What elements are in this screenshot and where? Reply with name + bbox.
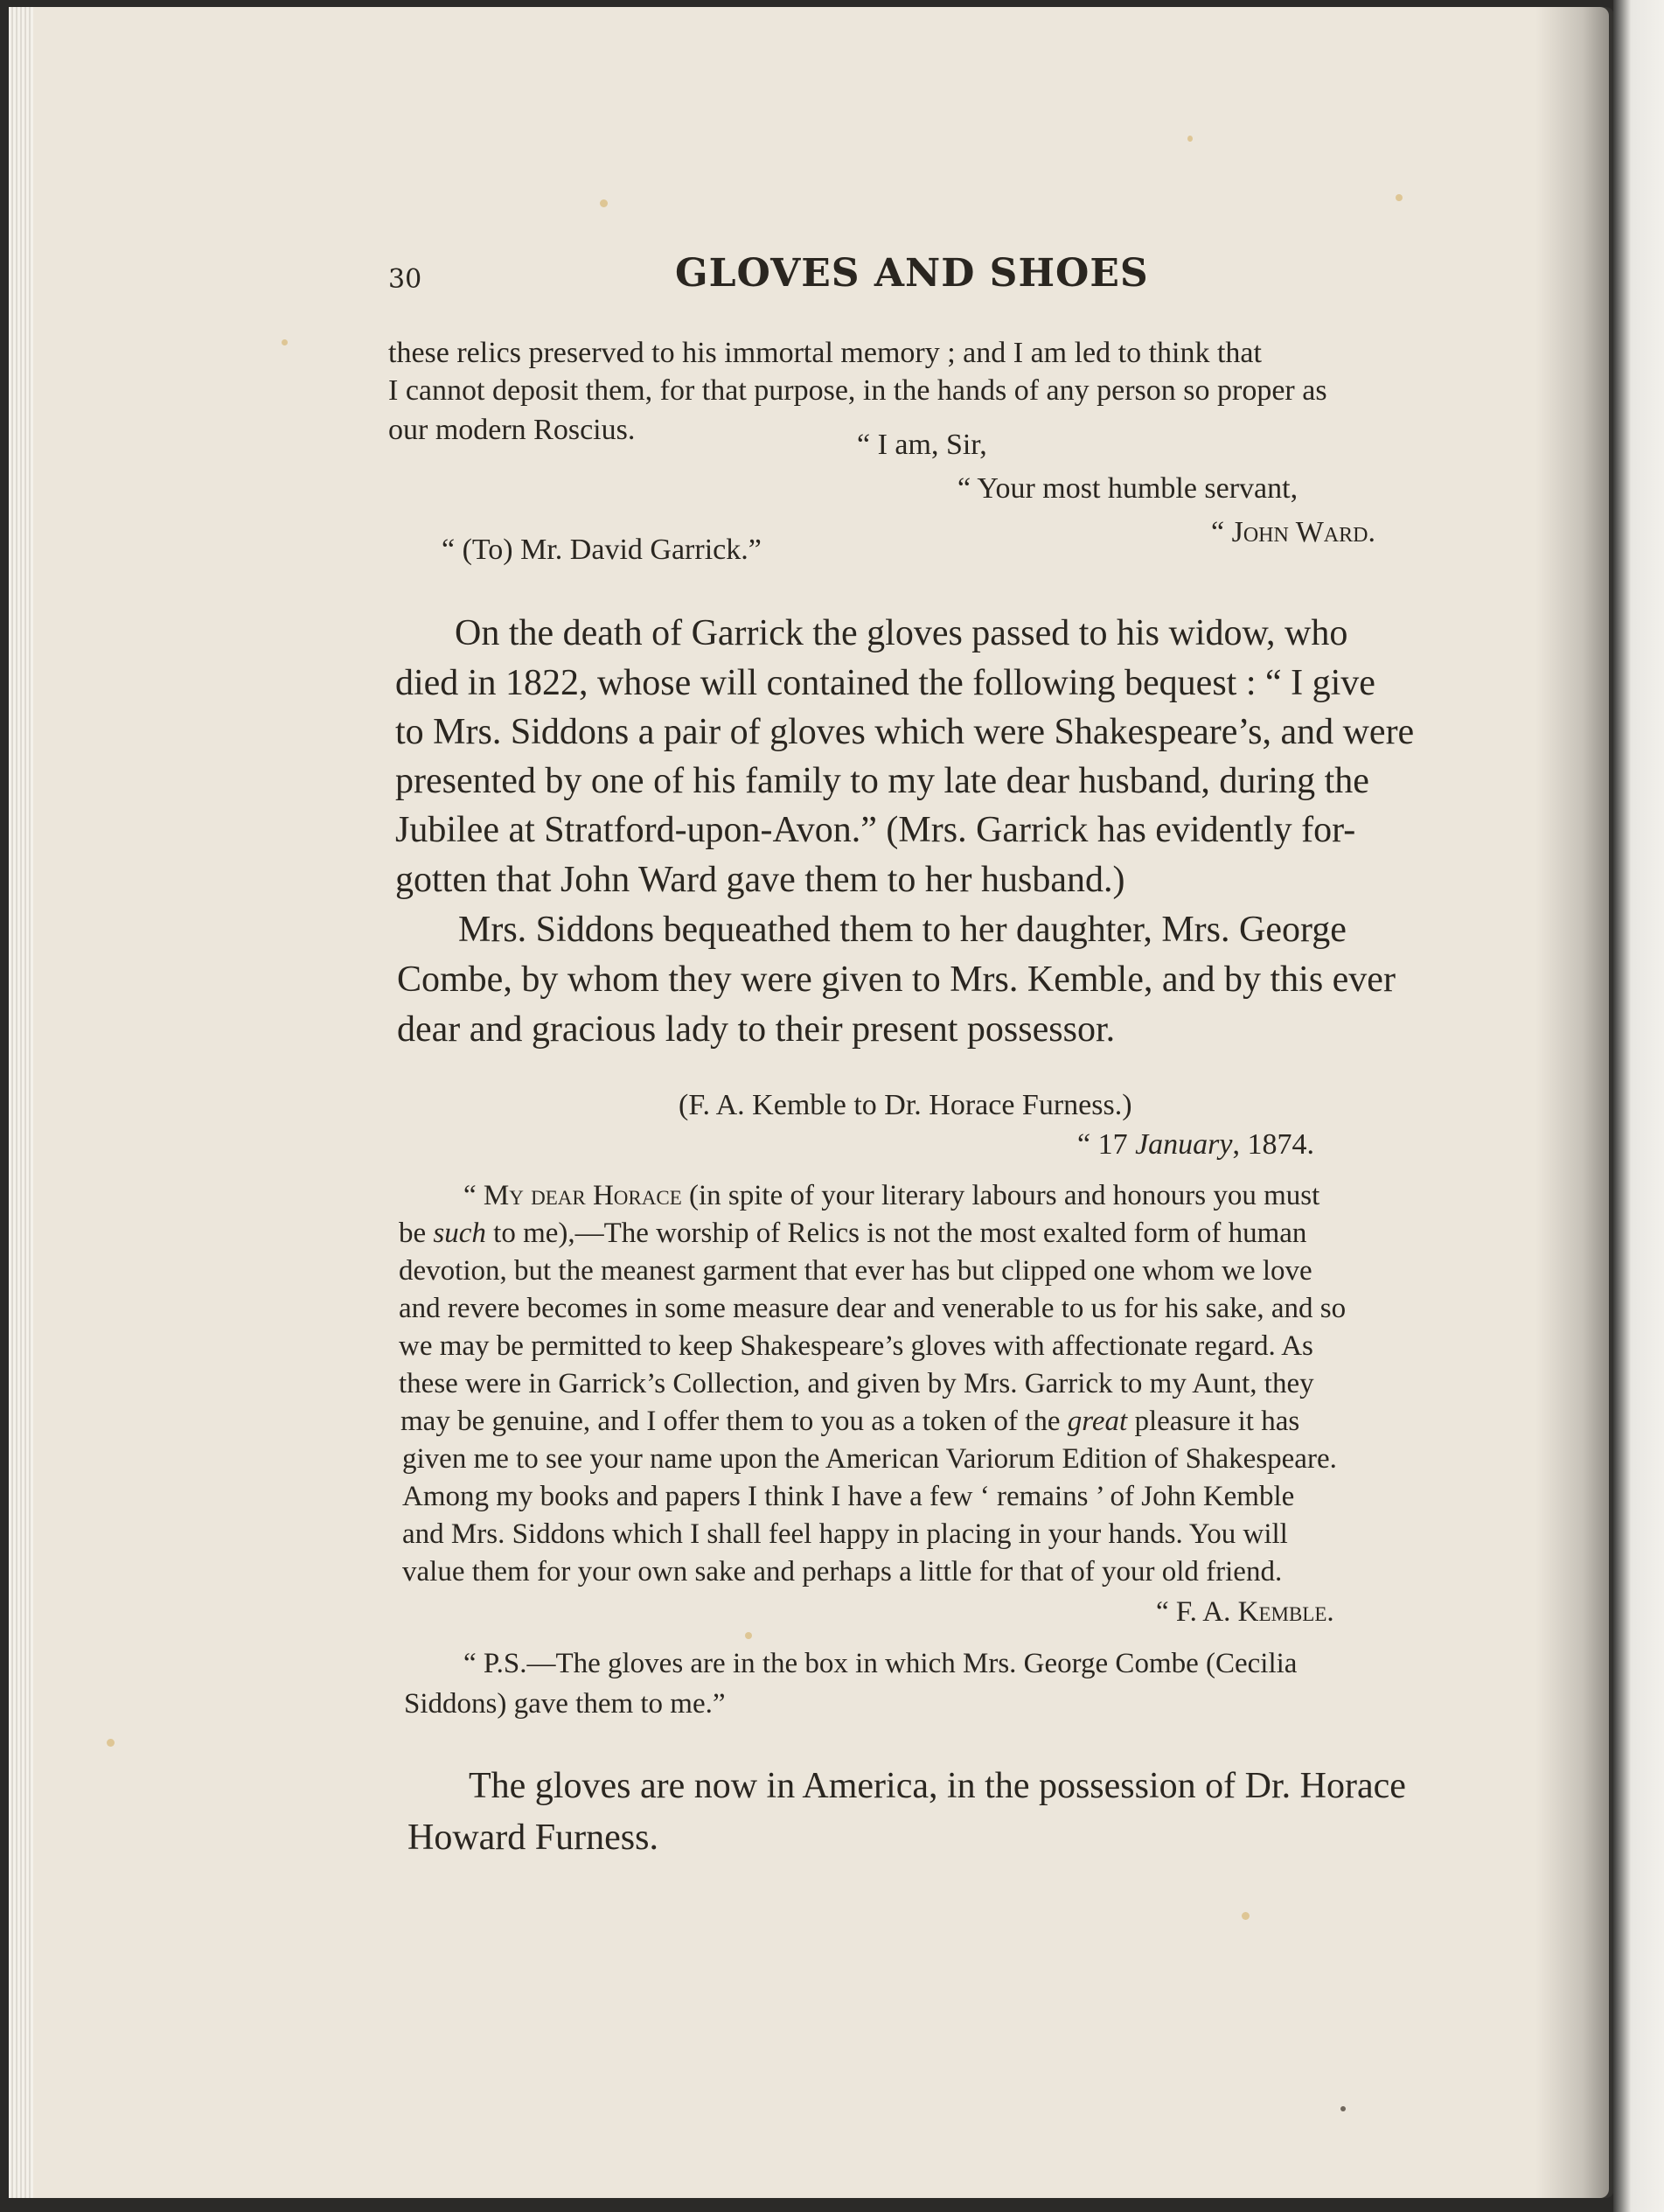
paper-fleck bbox=[1242, 1912, 1250, 1920]
letter-line bbox=[399, 1218, 1306, 1250]
body-line: Howard Furness. bbox=[407, 1818, 658, 1858]
letter-line: our modern Roscius. bbox=[388, 414, 636, 446]
letter-line: and revere becomes in some measure dear and venerable to us for his sake, and so bbox=[399, 1293, 1347, 1324]
letter-text: may be genuine, and I offer them to you as a token of the bbox=[400, 1406, 1068, 1437]
body-line: Mrs. Siddons bequeathed them to her daughter, Mrs. George bbox=[458, 910, 1347, 950]
body-line: Combe, by whom they were given to Mrs. Kemble, and by this ever bbox=[397, 959, 1396, 1000]
letter-line: these relics preserved to his immortal memory ; and I am led to think that bbox=[388, 337, 1262, 369]
running-title: GLOVES AND SHOES bbox=[675, 251, 1149, 296]
paper-fleck bbox=[745, 1632, 752, 1639]
page-stack-edges bbox=[9, 7, 33, 2198]
emphasis: such bbox=[433, 1218, 486, 1249]
letter-line bbox=[463, 1180, 1319, 1212]
body-line: On the death of Garrick the gloves passed to his widow, who bbox=[455, 613, 1348, 653]
letter-text: (in spite of your literary labours and honours you must bbox=[681, 1180, 1320, 1211]
date-suffix: , 1874. bbox=[1232, 1128, 1315, 1161]
date-month: January bbox=[1135, 1128, 1233, 1161]
adjacent-page-edge bbox=[1613, 0, 1664, 2212]
paper-fleck bbox=[282, 339, 288, 345]
letter-addressee: “ (To) Mr. David Garrick.” bbox=[442, 534, 762, 566]
page-gutter-shadow bbox=[1535, 7, 1614, 2198]
letter-line bbox=[400, 1406, 1299, 1438]
letter-closing: “ I am, Sir, bbox=[857, 429, 987, 461]
postscript-line: Siddons) gave them to me.” bbox=[404, 1688, 726, 1720]
letter-signature: “ John Ward. bbox=[1211, 516, 1375, 548]
letter-line: and Mrs. Siddons which I shall feel happy in placing in your hands. You will bbox=[402, 1518, 1288, 1550]
body-line: gotten that John Ward gave them to her husband.) bbox=[395, 860, 1125, 900]
paper-fleck bbox=[1187, 136, 1193, 142]
letter-text: be bbox=[399, 1218, 434, 1249]
body-line: The gloves are now in America, in the possession of Dr. Horace bbox=[469, 1766, 1406, 1806]
paper-fleck bbox=[1396, 194, 1403, 201]
salutation: “ My dear Horace bbox=[463, 1180, 682, 1211]
body-line: presented by one of his family to my late dear husband, during the bbox=[395, 761, 1369, 801]
letter-date bbox=[1077, 1128, 1314, 1162]
letter-line: Among my books and papers I think I have a few ‘ remains ’ of John Kemble bbox=[402, 1481, 1295, 1512]
page-number: 30 bbox=[388, 264, 422, 295]
letter-text: to me),—The worship of Relics is not the most exalted form of human bbox=[485, 1218, 1307, 1249]
postscript-line: “ P.S.—The gloves are in the box in which Mrs. George Combe (Cecilia bbox=[463, 1648, 1298, 1679]
letter-heading: (F. A. Kemble to Dr. Horace Furness.) bbox=[679, 1089, 1132, 1121]
letter-line: devotion, but the meanest garment that ever has but clipped one whom we love bbox=[399, 1255, 1312, 1287]
letter-line: given me to see your name upon the American Variorum Edition of Shakespeare. bbox=[402, 1443, 1337, 1475]
letter-text: pleasure it has bbox=[1127, 1406, 1300, 1437]
emphasis: great bbox=[1067, 1406, 1128, 1437]
body-line: to Mrs. Siddons a pair of gloves which were Shakespeare’s, and were bbox=[395, 712, 1415, 752]
letter-line: value them for your own sake and perhaps a little for that of your old friend. bbox=[402, 1556, 1283, 1587]
body-line: dear and gracious lady to their present possessor. bbox=[397, 1009, 1116, 1050]
paper-fleck bbox=[1340, 2106, 1346, 2111]
letter-servant-line: “ Your most humble servant, bbox=[957, 472, 1298, 505]
letter-line: I cannot deposit them, for that purpose, in the hands of any person so proper as bbox=[388, 374, 1327, 407]
body-line: Jubilee at Stratford-upon-Avon.” (Mrs. Garrick has evidently for- bbox=[395, 810, 1356, 850]
paper-fleck bbox=[107, 1739, 115, 1747]
body-line: died in 1822, whose will contained the following bequest : “ I give bbox=[395, 663, 1375, 703]
letter-line: we may be permitted to keep Shakespeare’s gloves with affectionate regard. As bbox=[399, 1330, 1313, 1362]
date-prefix: “ 17 bbox=[1077, 1128, 1136, 1161]
letter-signature: “ F. A. Kemble. bbox=[1156, 1596, 1334, 1628]
letter-line: these were in Garrick’s Collection, and given by Mrs. Garrick to my Aunt, they bbox=[399, 1368, 1314, 1399]
paper-fleck bbox=[600, 199, 608, 207]
